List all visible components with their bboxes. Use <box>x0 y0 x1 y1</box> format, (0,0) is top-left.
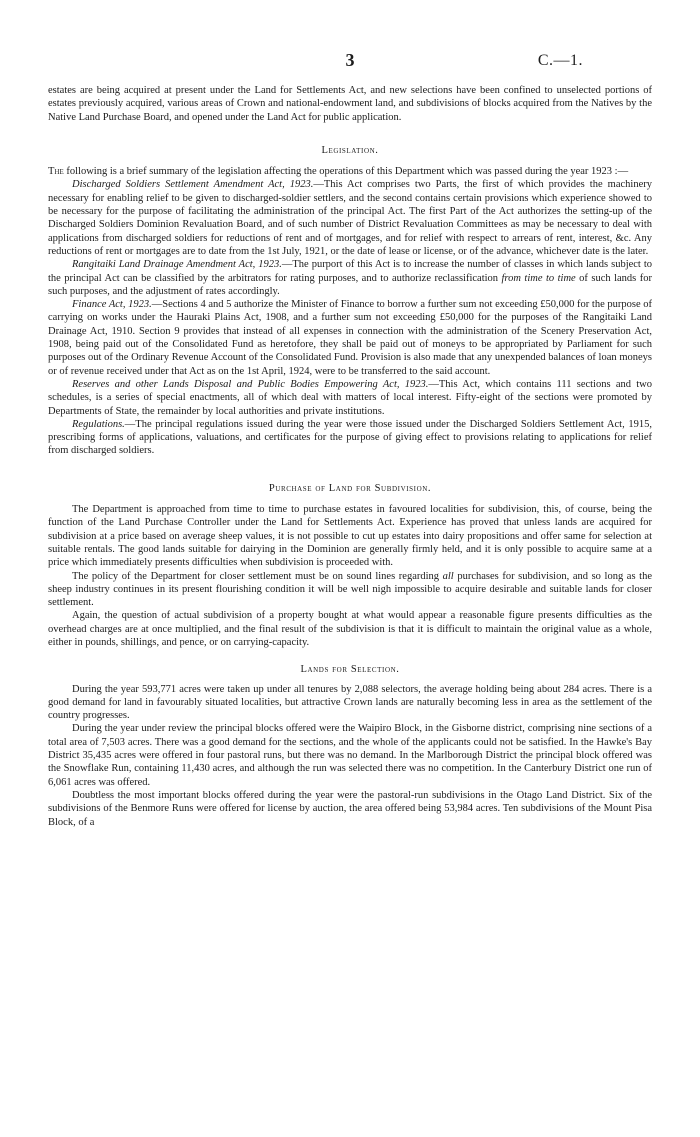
purchase-text: purchases for subdivision, and so long as the sheep industry continues in its present flourishing condition it will be well nigh impossible to acquire desirable and suitable lands for closer settlement. <box>48 570 652 609</box>
legislation-item <box>48 298 652 378</box>
section-heading-selection: Lands for Selection. <box>300 664 400 676</box>
act-title: Regulations. <box>72 418 125 430</box>
document-code: C.—1. <box>537 52 583 69</box>
selection-paragraph: During the year 593,771 acres were taken up under all tenures by 2,088 selectors, the average holding being about 284 acres. There is a good demand for land in favourably situated localities, but attractive Crown lands are naturally becoming less in area as the settlement of the country progresses. <box>48 683 652 722</box>
intro-paragraph: estates are being acquired at present under the Land for Settlements Act, and new selections have been confined to unselected portions of estates previously acquired, various areas of Crown and national-endowment land, and subdivisions of blocks acquired from the Natives by the Native Land Purchase Board, and opened under the Land Act for public application. <box>48 85 652 123</box>
lead-word: The <box>48 166 64 178</box>
act-text: —This Act comprises two Parts, the first of which provides the machinery necessary for enabling relief to be given to discharged-soldier settlers, and the second contains certain provisions which experience showed to be necessary for the purpose of facilitating the administration of the principal Act. The first Part of the Act authorizes the setting-up of the Discharged Soldiers Dominion Revaluation Board, and of such number of District Revaluation Committees as may be necessary to deal with applications from discharged soldiers for reductions of rent and of mortgages, and for relief with respect to arrears of rent, interest, &c. Any reductions of rent or mortgages are to date from the 1st July, 1921, or the date of lease or license, or of the advance, whichever date is the later. <box>48 179 652 257</box>
purchase-paragraph: Again, the question of actual subdivision of a property bought at what would appear a reasonable figure presents difficulties as the overhead charges are at once multiplied, and the final result of the subdivision is that it is difficult to maintain the original value as a whole, either in pounds, shillings, and pence, or on carrying-capacity. <box>48 610 652 648</box>
act-title: Finance Act, 1923. <box>72 299 152 311</box>
legislation-item <box>48 418 652 458</box>
legislation-item <box>48 178 652 258</box>
act-text: of such lands for such purposes, and the adjustment of rates accordingly. <box>48 272 652 297</box>
act-title: Reserves and other Lands Disposal and Public Bodies Empowering Act, 1923. <box>72 378 429 390</box>
act-title: Discharged Soldiers Settlement Amendment Act, 1923. <box>72 179 314 191</box>
legislation-intro <box>48 165 652 178</box>
act-text: —Sections 4 and 5 authorize the Minister of Finance to borrow a further sum not exceeding £50,000 for the purpose of carrying on works under the Hauraki Plains Act, 1908, and a further sum not exceeding £50,000 for the purposes of the Rangitaiki Land Drainage Act, 1910. Section 9 provides that instead of all expenses in connection with the administration of the Scenery Preservation Act, 1908, being paid out of the Consolidated Fund as heretofore, they shall be paid out of moneys to be appropriated by Parliament for such purposes out of the Ordinary Revenue Account of the Consolidated Fund. Provision is also made that any unexpended balances of loan moneys or of revenue received under that Act as on the 1st April, 1924, were to be transferred to the said account. <box>48 299 652 377</box>
act-text: —This Act, which contains 111 sections and two schedules, is a series of special enactments, all of which deal with matters of local interest. Fifty-eight of the sections were promoted by Departments of State, the remainder by local authorities and private institutions. <box>48 378 653 417</box>
purchase-text-italic: all <box>442 570 454 582</box>
page-body <box>48 84 652 829</box>
section-heading-legislation: Legislation. <box>321 144 379 156</box>
act-text-italic: from time to time <box>501 272 576 284</box>
section-heading-purchase: Purchase of Land for Subdivision. <box>268 482 432 494</box>
purchase-text: The policy of the Department for closer settlement must be on sound lines regarding <box>72 570 443 582</box>
selection-paragraph: During the year under review the principal blocks offered were the Waipiro Block, in the Gisborne district, comprising nine sections of a total area of 7,503 acres. There was a good demand for the sections, and the whole of the applicants could not be satisfied. In the Hawke's Bay District 35,435 acres were offered in four pastoral runs, but there was no demand. In the Marlborough District the principal block offered was the Snowflake Run, containing 11,430 acres, and although the run was selected there was no competition. In the Canterbury District one run of 6,061 acres was offered. <box>48 723 652 788</box>
legislation-item <box>48 378 652 418</box>
act-text: —The principal regulations issued during the year were those issued under the Discharged Soldiers Settlement Act, 1915, prescribing forms of applications, valuations, and certificates for the purpose of giving effect to provisions relating to applications for relief from discharged soldiers. <box>48 418 652 457</box>
purchase-paragraph <box>48 570 652 610</box>
legislation-intro-text: following is a brief summary of the legislation affecting the operations of this Department which was passed during the year 1923 :— <box>63 166 629 178</box>
selection-paragraph: Doubtless the most important blocks offered during the year were the pastoral-run subdivisions in the Otago Land District. Six of the subdivisions of the Benmore Runs were offered for license by auction, the area offered being 53,984 acres. Ten subdivisions of the Mount Pisa Block, of a <box>48 789 652 828</box>
act-text: —The purport of this Act is to increase the number of classes in which lands subject to the principal Act can be classified by the arbitrators for rating purposes, and to authorize reclassification <box>48 259 652 284</box>
act-title: Rangitaiki Land Drainage Amendment Act, 1923. <box>72 259 282 271</box>
purchase-paragraph: The Department is approached from time to time to purchase estates in favoured localities for subdivision, this, of course, being the function of the Land Purchase Controller under the Land for Settlements Act. Experience has proved that unless lands are acquired for subdivision at a price based on average sheep values, it is not possible to cut up estates into dairy propositions and offer same for selection at suitable rentals. The good lands suitable for dairying in the Dominion are generally firmly held, and it is only possible to acquire same at a price which immediately presents difficulties when subdivision is proceeded with. <box>48 504 652 569</box>
legislation-item <box>48 258 652 298</box>
page-number: 3 <box>345 50 355 70</box>
